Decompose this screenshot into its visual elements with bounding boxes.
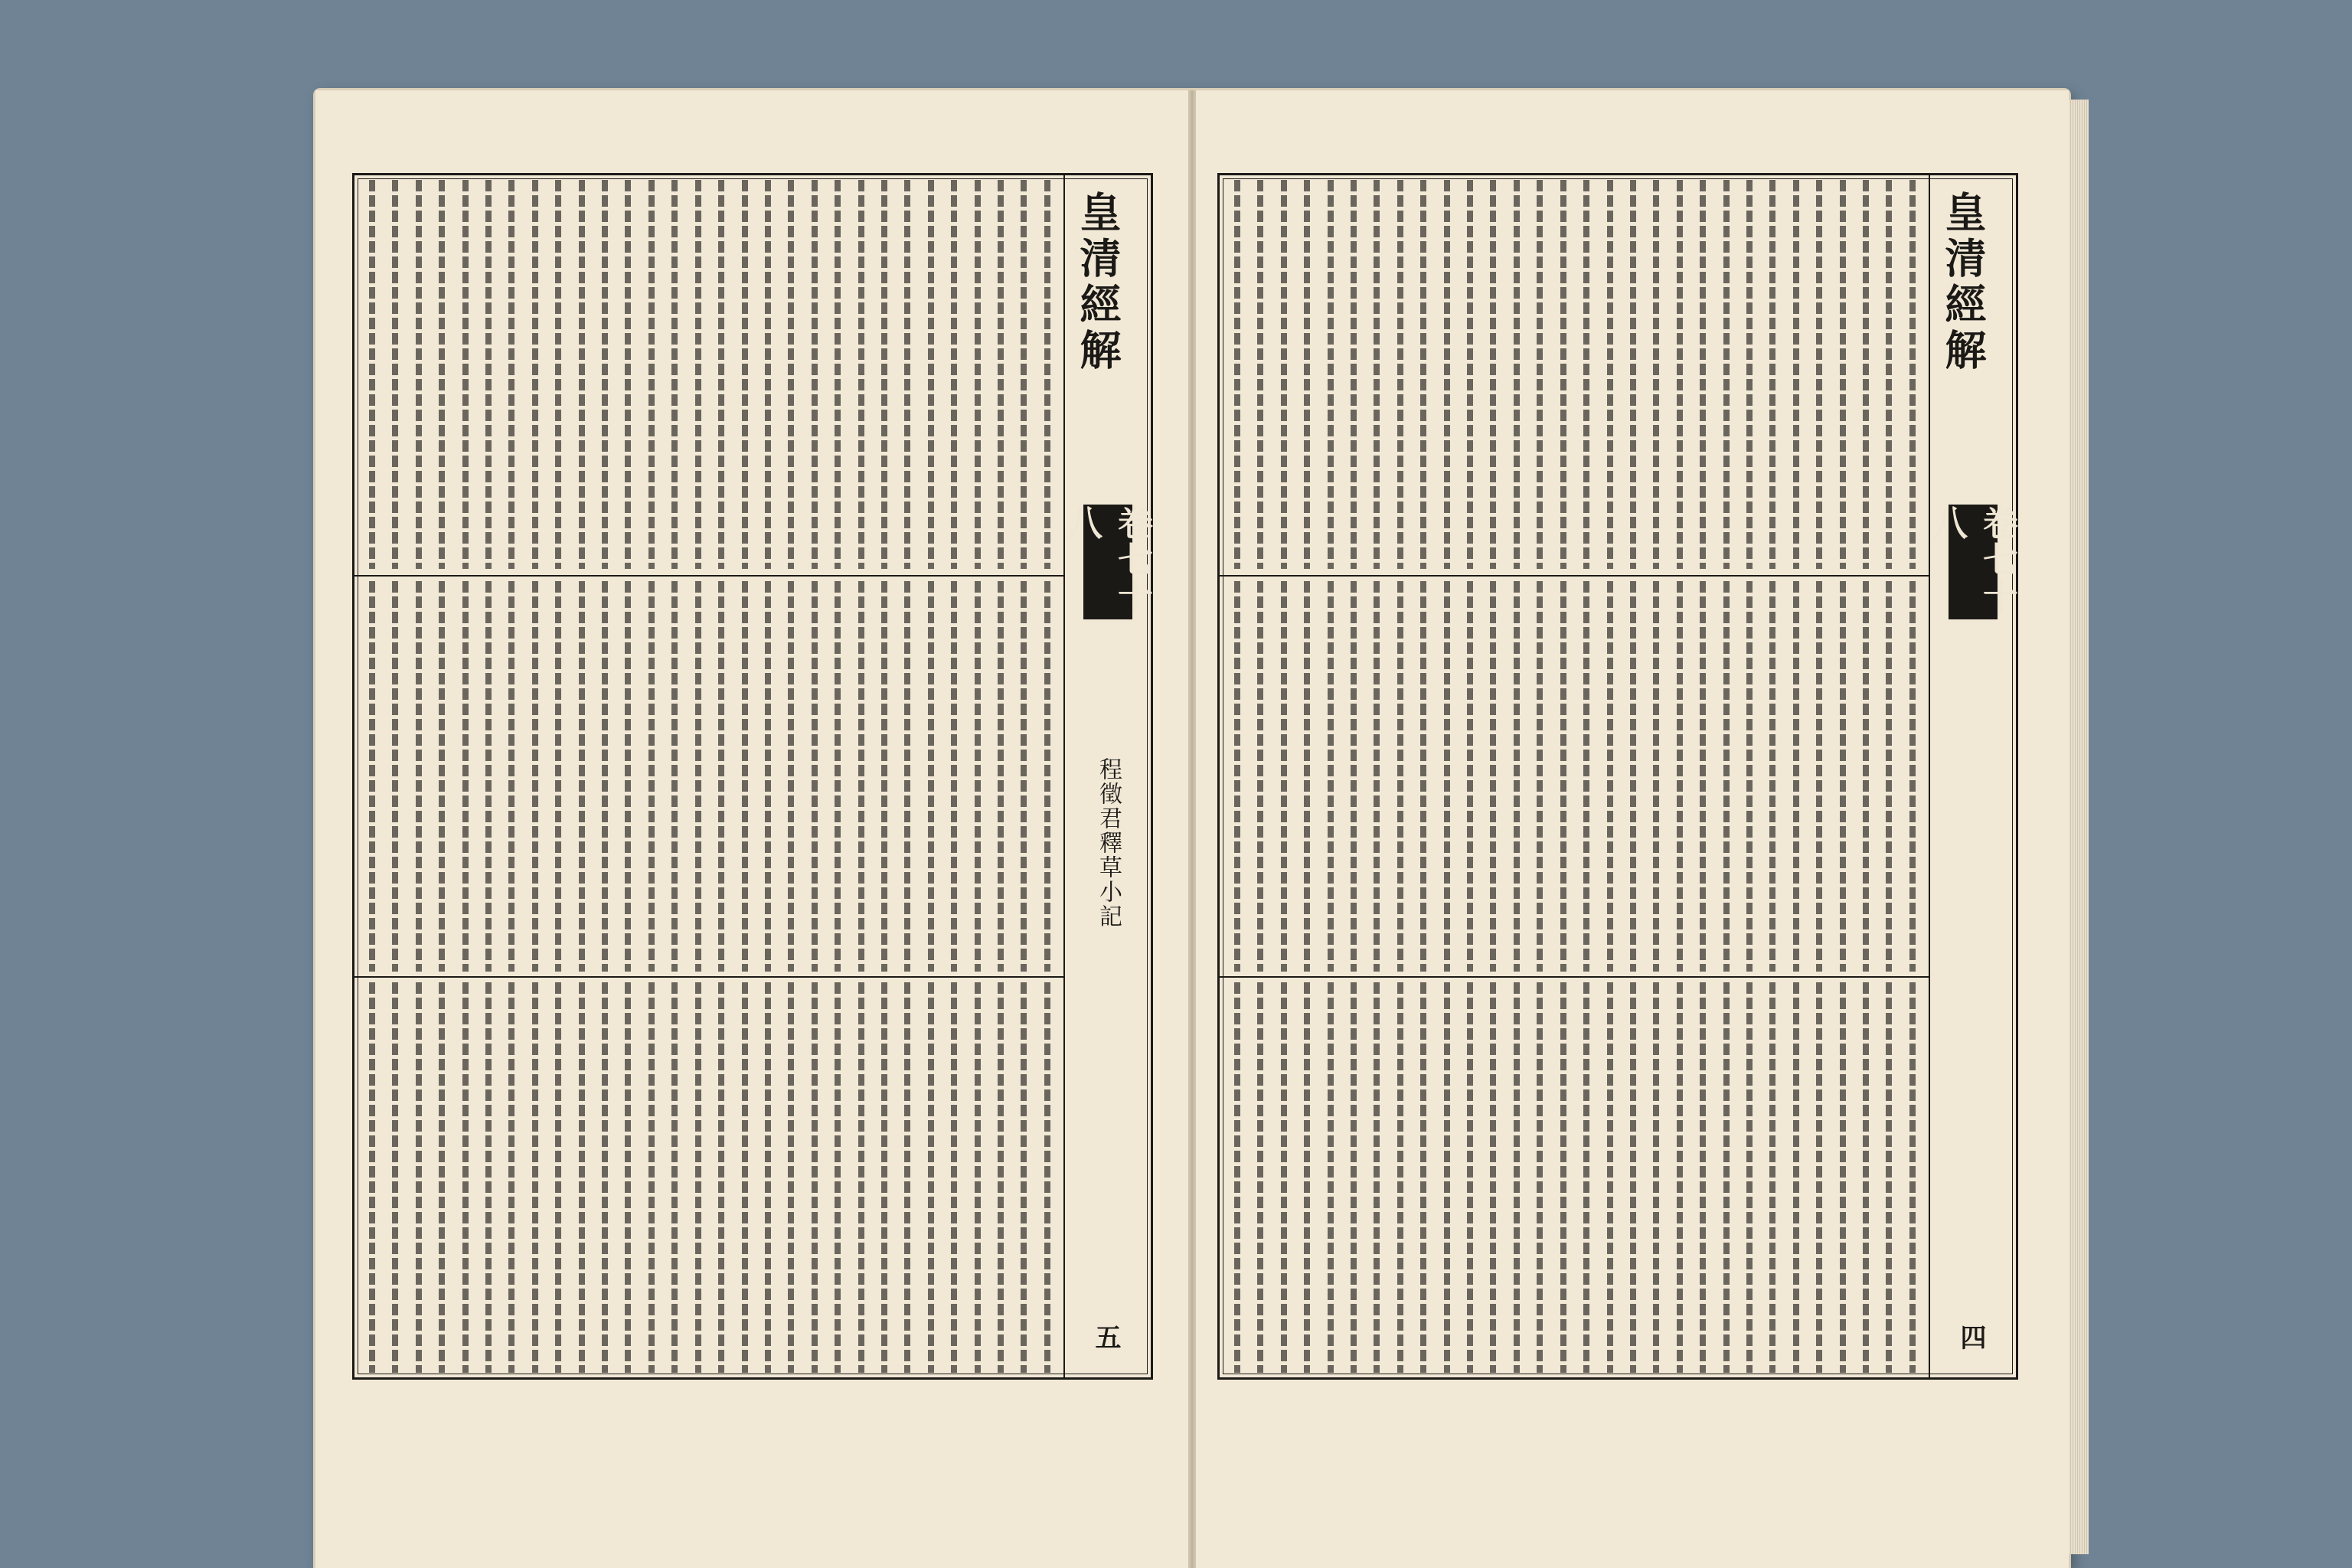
text-column bbox=[1014, 982, 1034, 1373]
text-column bbox=[968, 581, 988, 972]
text-column bbox=[618, 180, 638, 569]
text-column bbox=[1344, 982, 1364, 1373]
text-column bbox=[1483, 581, 1503, 972]
right-folio-number: 四 bbox=[1955, 1324, 1986, 1351]
text-column bbox=[479, 581, 498, 972]
text-column bbox=[595, 982, 615, 1373]
text-column bbox=[1786, 581, 1806, 972]
text-column bbox=[1037, 982, 1057, 1373]
text-column bbox=[711, 180, 731, 569]
text-column bbox=[1646, 180, 1666, 569]
text-column bbox=[1390, 180, 1410, 569]
text-column bbox=[828, 180, 848, 569]
text-column bbox=[781, 180, 801, 569]
text-column bbox=[525, 581, 545, 972]
text-column bbox=[501, 180, 521, 569]
text-column bbox=[1693, 581, 1713, 972]
text-column bbox=[1809, 982, 1829, 1373]
text-column bbox=[1014, 581, 1034, 972]
text-column bbox=[432, 982, 452, 1373]
text-column bbox=[1856, 180, 1876, 569]
right-title-column bbox=[1927, 175, 2019, 1377]
text-column bbox=[1553, 581, 1573, 972]
text-column bbox=[432, 581, 452, 972]
text-column bbox=[1600, 581, 1620, 972]
text-column bbox=[548, 180, 568, 569]
text-column bbox=[1740, 581, 1759, 972]
text-column bbox=[1903, 180, 1922, 569]
text-column bbox=[1507, 982, 1527, 1373]
text-column bbox=[805, 180, 825, 569]
text-column bbox=[1879, 581, 1899, 972]
text-column bbox=[1717, 982, 1736, 1373]
text-column bbox=[1809, 180, 1829, 569]
text-column bbox=[1321, 982, 1341, 1373]
text-column bbox=[1344, 581, 1364, 972]
left-juan-badge: 卷七十八 bbox=[1083, 505, 1132, 619]
text-column bbox=[781, 581, 801, 972]
text-column bbox=[828, 581, 848, 972]
text-column bbox=[828, 982, 848, 1373]
text-column bbox=[851, 180, 871, 569]
text-column bbox=[1390, 982, 1410, 1373]
text-column bbox=[1903, 581, 1922, 972]
text-column bbox=[1530, 180, 1550, 569]
right-middle-register bbox=[1220, 575, 1930, 976]
text-column bbox=[572, 180, 592, 569]
text-column bbox=[1250, 180, 1270, 569]
text-column bbox=[1623, 581, 1643, 972]
text-column bbox=[1693, 180, 1713, 569]
text-column bbox=[1600, 982, 1620, 1373]
text-column bbox=[1646, 982, 1666, 1373]
text-column bbox=[1297, 180, 1317, 569]
left-middle-register bbox=[354, 575, 1065, 976]
text-column bbox=[432, 180, 452, 569]
text-column bbox=[1367, 581, 1387, 972]
text-column bbox=[897, 982, 917, 1373]
text-column bbox=[991, 982, 1011, 1373]
page-edge-stack bbox=[2069, 100, 2089, 1554]
text-column bbox=[688, 982, 708, 1373]
text-column bbox=[968, 180, 988, 569]
text-column bbox=[456, 581, 475, 972]
text-column bbox=[1460, 982, 1480, 1373]
text-column bbox=[595, 581, 615, 972]
text-column bbox=[1437, 581, 1457, 972]
text-column bbox=[501, 581, 521, 972]
text-column bbox=[642, 581, 662, 972]
text-column bbox=[735, 982, 755, 1373]
text-column bbox=[851, 982, 871, 1373]
text-column bbox=[1437, 180, 1457, 569]
text-column bbox=[1693, 982, 1713, 1373]
left-lower-register bbox=[354, 976, 1065, 1377]
text-column bbox=[944, 982, 964, 1373]
text-column bbox=[1623, 180, 1643, 569]
text-column bbox=[1367, 982, 1387, 1373]
text-column bbox=[1856, 581, 1876, 972]
right-upper-register bbox=[1220, 175, 1930, 573]
text-column bbox=[1460, 581, 1480, 972]
text-column bbox=[1321, 180, 1341, 569]
open-book bbox=[315, 90, 2069, 1568]
text-column bbox=[1227, 180, 1247, 569]
text-column bbox=[1833, 982, 1853, 1373]
text-column bbox=[1740, 180, 1759, 569]
text-column bbox=[1623, 982, 1643, 1373]
text-column bbox=[1344, 180, 1364, 569]
text-column bbox=[758, 180, 778, 569]
text-column bbox=[409, 180, 429, 569]
left-folio-number: 五 bbox=[1090, 1324, 1121, 1351]
text-column bbox=[362, 982, 382, 1373]
text-column bbox=[1297, 581, 1317, 972]
text-column bbox=[805, 982, 825, 1373]
text-column bbox=[1879, 180, 1899, 569]
text-column bbox=[1530, 982, 1550, 1373]
text-column bbox=[548, 982, 568, 1373]
text-column bbox=[1600, 180, 1620, 569]
text-column bbox=[1856, 982, 1876, 1373]
text-column bbox=[735, 180, 755, 569]
text-column bbox=[897, 581, 917, 972]
right-page bbox=[1196, 90, 2069, 1568]
text-column bbox=[1437, 982, 1457, 1373]
right-page-frame bbox=[1217, 173, 2018, 1380]
text-column bbox=[665, 581, 684, 972]
text-column bbox=[479, 982, 498, 1373]
left-upper-register bbox=[354, 175, 1065, 573]
text-column bbox=[456, 982, 475, 1373]
text-column bbox=[1390, 581, 1410, 972]
text-column bbox=[1014, 180, 1034, 569]
text-column bbox=[1483, 982, 1503, 1373]
text-column bbox=[1553, 982, 1573, 1373]
right-lower-register bbox=[1220, 976, 1930, 1377]
text-column bbox=[501, 982, 521, 1373]
text-column bbox=[1297, 982, 1317, 1373]
text-column bbox=[1646, 581, 1666, 972]
text-column bbox=[1250, 982, 1270, 1373]
text-column bbox=[1413, 180, 1433, 569]
text-column bbox=[1670, 982, 1690, 1373]
left-page-frame bbox=[352, 173, 1153, 1380]
text-column bbox=[1250, 581, 1270, 972]
text-column bbox=[1762, 180, 1782, 569]
text-column bbox=[665, 982, 684, 1373]
text-column bbox=[1786, 180, 1806, 569]
text-column bbox=[1507, 180, 1527, 569]
text-column bbox=[1274, 581, 1294, 972]
text-column bbox=[1413, 982, 1433, 1373]
text-column bbox=[1460, 180, 1480, 569]
left-page bbox=[315, 90, 1188, 1568]
text-column bbox=[758, 982, 778, 1373]
text-column bbox=[688, 581, 708, 972]
text-column bbox=[1576, 982, 1596, 1373]
text-column bbox=[362, 180, 382, 569]
text-column bbox=[1786, 982, 1806, 1373]
text-column bbox=[409, 581, 429, 972]
text-column bbox=[944, 581, 964, 972]
text-column bbox=[921, 180, 941, 569]
right-juan-badge: 卷七十八 bbox=[1949, 505, 1998, 619]
left-book-title: 皇清經解 bbox=[1073, 191, 1122, 374]
text-column bbox=[874, 982, 894, 1373]
text-column bbox=[642, 982, 662, 1373]
text-column bbox=[1507, 581, 1527, 972]
text-column bbox=[385, 180, 405, 569]
text-column bbox=[1483, 180, 1503, 569]
text-column bbox=[1903, 982, 1922, 1373]
text-column bbox=[758, 581, 778, 972]
text-column bbox=[479, 180, 498, 569]
text-column bbox=[409, 982, 429, 1373]
text-column bbox=[1321, 581, 1341, 972]
text-column bbox=[665, 180, 684, 569]
text-column bbox=[921, 581, 941, 972]
text-column bbox=[1809, 581, 1829, 972]
text-column bbox=[1879, 982, 1899, 1373]
text-column bbox=[874, 180, 894, 569]
text-column bbox=[1740, 982, 1759, 1373]
text-column bbox=[1037, 581, 1057, 972]
text-column bbox=[1670, 180, 1690, 569]
text-column bbox=[711, 581, 731, 972]
left-sub-title: 程徵君釋草小記 bbox=[1095, 757, 1122, 929]
text-column bbox=[851, 581, 871, 972]
text-column bbox=[1413, 581, 1433, 972]
text-column bbox=[991, 581, 1011, 972]
text-column bbox=[944, 180, 964, 569]
text-column bbox=[781, 982, 801, 1373]
text-column bbox=[595, 180, 615, 569]
text-column bbox=[968, 982, 988, 1373]
text-column bbox=[688, 180, 708, 569]
text-column bbox=[1833, 180, 1853, 569]
text-column bbox=[711, 982, 731, 1373]
text-column bbox=[735, 581, 755, 972]
text-column bbox=[1274, 180, 1294, 569]
text-column bbox=[1717, 581, 1736, 972]
text-column bbox=[525, 180, 545, 569]
text-column bbox=[1762, 581, 1782, 972]
text-column bbox=[1227, 581, 1247, 972]
text-column bbox=[805, 581, 825, 972]
text-column bbox=[1530, 581, 1550, 972]
text-column bbox=[1833, 581, 1853, 972]
text-column bbox=[548, 581, 568, 972]
text-column bbox=[897, 180, 917, 569]
text-column bbox=[1037, 180, 1057, 569]
text-column bbox=[1367, 180, 1387, 569]
right-book-title: 皇清經解 bbox=[1939, 191, 1988, 374]
text-column bbox=[456, 180, 475, 569]
text-column bbox=[1274, 982, 1294, 1373]
text-column bbox=[618, 581, 638, 972]
text-column bbox=[385, 982, 405, 1373]
left-title-column bbox=[1062, 175, 1154, 1377]
text-column bbox=[618, 982, 638, 1373]
text-column bbox=[572, 982, 592, 1373]
text-column bbox=[362, 581, 382, 972]
text-column bbox=[385, 581, 405, 972]
text-column bbox=[1576, 180, 1596, 569]
text-column bbox=[525, 982, 545, 1373]
text-column bbox=[1762, 982, 1782, 1373]
text-column bbox=[921, 982, 941, 1373]
text-column bbox=[874, 581, 894, 972]
text-column bbox=[1553, 180, 1573, 569]
text-column bbox=[1576, 581, 1596, 972]
text-column bbox=[991, 180, 1011, 569]
text-column bbox=[642, 180, 662, 569]
text-column bbox=[1227, 982, 1247, 1373]
text-column bbox=[1670, 581, 1690, 972]
text-column bbox=[572, 581, 592, 972]
text-column bbox=[1717, 180, 1736, 569]
